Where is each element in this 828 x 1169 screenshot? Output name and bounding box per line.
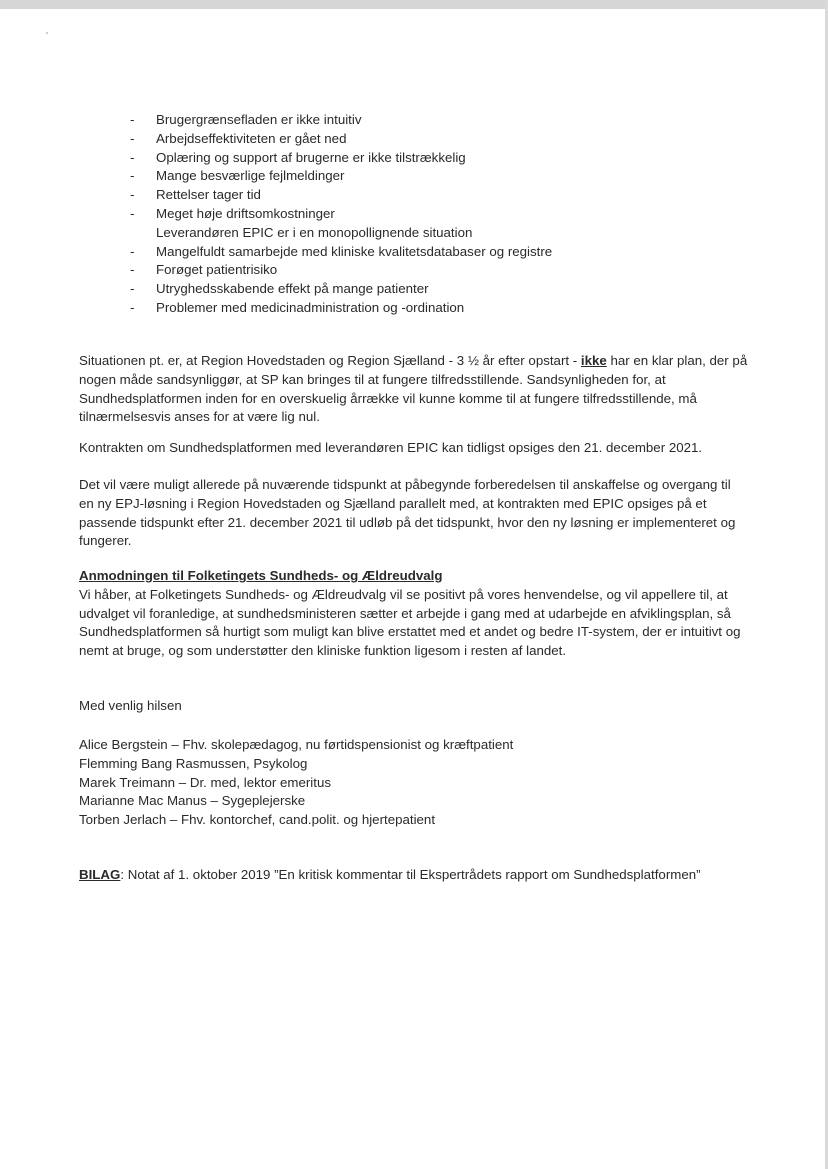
list-item-text: Brugergrænsefladen er ikke intuitiv: [156, 112, 362, 127]
list-dash-empty: [130, 224, 156, 243]
list-item: [130, 280, 690, 299]
situation-text-after: har en klar plan, der på nogen måde sandsynliggør, at SP kan bringes til at fungere tilfredsstillende. Sandsynligheden for, at Sundhedsplatformen inden for en overskuelig årrække vil kunne komme til at fungere tilfredsstillende, må tilnærmelsesvis anses for at være lig nul.: [79, 353, 748, 425]
list-item: [130, 261, 690, 280]
request-heading: Anmodningen til Folketingets Sundheds- og Ældreudvalg: [79, 568, 443, 583]
list-item-text: Problemer med medicinadministration og -ordination: [156, 299, 465, 315]
list-item-text: Utryghedsskabende effekt på mange patienter: [156, 281, 429, 297]
scan-speck: [46, 32, 48, 34]
list-item: [130, 149, 690, 168]
signatory: Marianne Mac Manus – Sygeplejerske: [79, 793, 306, 809]
scan-edge-top: [0, 0, 828, 9]
list-dash: -: [130, 243, 135, 259]
list-dash: -: [130, 299, 135, 315]
list-dash: -: [130, 281, 135, 297]
situation-emphasis: ikke: [580, 353, 607, 368]
list-item-text: Arbejdseffektiviteten er gået ned: [156, 130, 347, 146]
list-item-text: Forøget patientrisiko: [156, 262, 278, 278]
request-body: Vi håber, at Folketingets Sundheds- og Ældreudvalg vil se positivt på vores henvendelse, og vil appellere til, at udvalget vil foranledige, at sundhedsministeren sætter et arbejde i gang med at udarbejde en afviklingsplan, så Sundhedsplatformen så hurtigt som muligt kan blive erstattet med et andet og bedre IT-system, der er intuitivt og nemt at bruge, og som understøtter den kliniske funktion ligesom i resten af landet.: [79, 586, 741, 659]
list-item-text: Mangelfuldt samarbejde med kliniske kvalitetsdatabaser og registre: [156, 243, 553, 259]
list-item: [130, 167, 690, 186]
list-dash: -: [130, 205, 135, 221]
list-dash: -: [130, 187, 135, 203]
list-dash: -: [130, 149, 135, 165]
list-item-text: Meget høje driftsomkostninger: [156, 205, 335, 221]
signatories: [79, 736, 749, 830]
signatory: Torben Jerlach – Fhv. kontorchef, cand.polit. og hjertepatient: [79, 812, 436, 828]
list-dash: -: [130, 262, 135, 278]
signatory: Alice Bergstein – Fhv. skolepædagog, nu førtidspensionist og kræftpatient: [79, 737, 514, 752]
list-item: [130, 205, 690, 224]
list-dash: -: [130, 130, 135, 146]
signatory: Marek Treimann – Dr. med, lektor emeritus: [79, 774, 331, 790]
contract-paragraph: Kontrakten om Sundhedsplatformen med leverandøren EPIC kan tidligst opsiges den 21. december 2021.: [79, 440, 703, 455]
list-item: [130, 130, 690, 149]
situation-paragraph: [79, 352, 749, 427]
list-item-text: Leverandøren EPIC er i en monopollignende situation: [156, 224, 473, 240]
list-item-text: Oplæring og support af brugerne er ikke tilstrækkelig: [156, 149, 466, 165]
list-item: [130, 186, 690, 205]
possible-paragraph: Det vil være muligt allerede på nuværende tidspunkt at påbegynde forberedelsen til anskaffelse og overgang til en ny EPJ-løsning i Region Hovedstaden og Sjælland parallelt med, at kontrakten med EPIC opsiges på et passende tidspunkt efter 21. december 2021 til udløb på det tidspunkt, hvor den ny løsning er implementeret og fungerer.: [79, 477, 736, 549]
list-item-text: Mange besværlige fejlmeldinger: [156, 168, 345, 184]
attachment-label: BILAG: [79, 867, 121, 882]
list-dash: -: [130, 112, 135, 127]
list-item: [130, 243, 690, 262]
attachment-text: : Notat af 1. oktober 2019 ”En kritisk kommentar til Ekspertrådets rapport om Sundhedsplatformen”: [120, 867, 701, 882]
signatory: Flemming Bang Rasmussen, Psykolog: [79, 755, 308, 771]
request-section: [79, 567, 749, 661]
situation-text-before: Situationen pt. er, at Region Hovedstaden og Region Sjælland - 3 ½ år efter opstart -: [79, 353, 581, 368]
attachment-note: [79, 866, 749, 885]
closing-greeting: Med venlig hilsen: [79, 698, 182, 713]
list-item-continuation: [130, 224, 690, 243]
list-item: [130, 299, 690, 318]
list-dash: -: [130, 168, 135, 184]
list-item-text: Rettelser tager tid: [156, 187, 261, 203]
list-item: [130, 111, 690, 130]
problem-list: [130, 111, 690, 318]
